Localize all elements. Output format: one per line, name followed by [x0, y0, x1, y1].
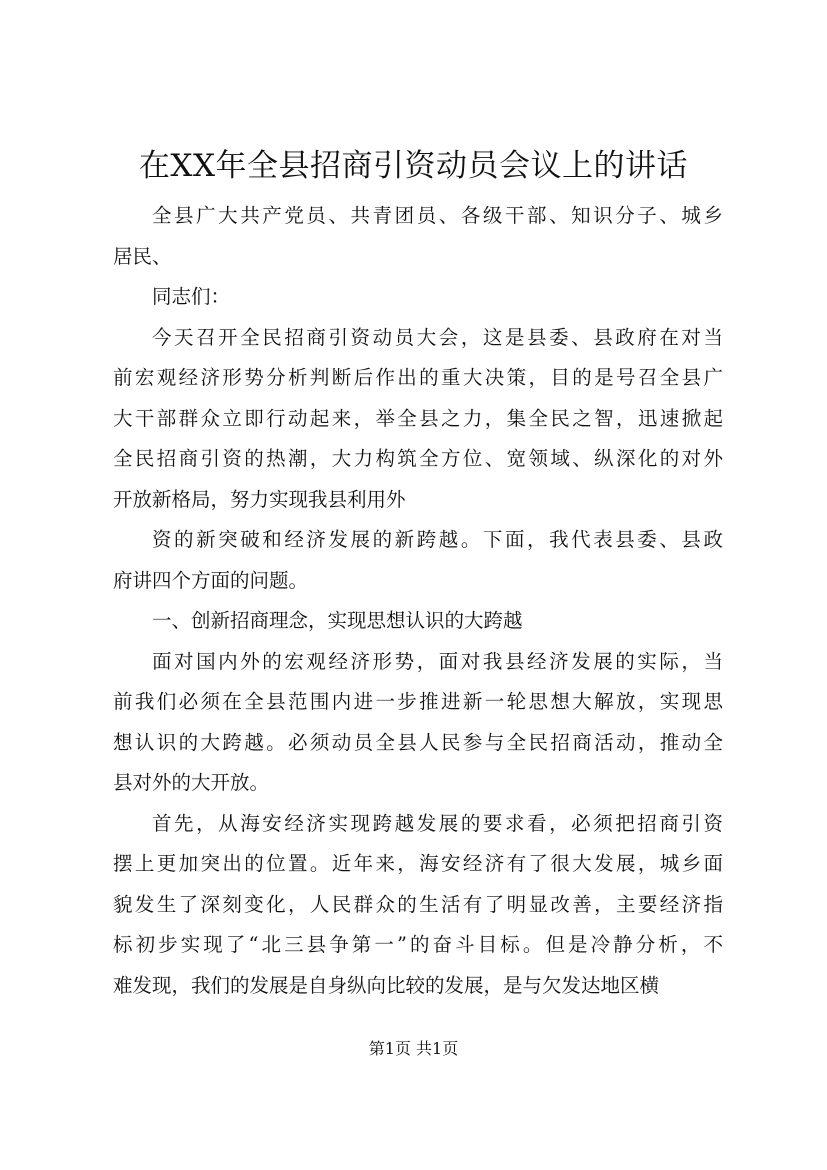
- text-line: 全县广大共产党员、共青团员、各级干部、知识分子、城乡: [152, 204, 723, 227]
- page-footer: 第1页 共1页: [368, 1039, 459, 1058]
- text-line: 资的新突破和经济发展的新跨越。下面，我代表县委、县政: [152, 528, 723, 551]
- text-line: 首先，从海安经济实现跨越发展的要求看，必须把招商引资: [152, 811, 723, 835]
- text-line: 面对国内外的宏观经济形势，面对我县经济发展的实际，当: [152, 649, 723, 673]
- text-line: 全民招商引资的热潮，大力构筑全方位、宽领域、纵深化的对外: [113, 447, 723, 470]
- text-line: 大干部群众立即行动起来，举全县之力，集全民之智，迅速掀起: [113, 406, 723, 430]
- text-line: 摆上更加突出的位置。近年来，海安经济有了很大发展，城乡面: [113, 852, 723, 875]
- document-body: [113, 196, 723, 1006]
- text-line: 想认识的大跨越。必须动员全县人民参与全民招商活动，推动全: [113, 730, 723, 754]
- text-line: 县对外的大开放。: [113, 771, 270, 794]
- document-title: 在XX年全县招商引资动员会议上的讲话: [138, 148, 689, 184]
- text-line: 难发现，我们的发展是自身纵向比较的发展，是与欠发达地区横: [113, 973, 660, 997]
- paragraph: [113, 196, 723, 277]
- text-line: 前宏观经济形势分析判断后作出的重大决策，目的是号召全县广: [113, 366, 723, 389]
- paragraph: [113, 318, 723, 521]
- text-line: 貌发生了深刻变化，人民群众的生活有了明显改善，主要经济指: [113, 892, 723, 916]
- paragraph: [113, 804, 723, 1007]
- text-line: 今天召开全民招商引资动员大会，这是县委、县政府在对当: [152, 325, 723, 349]
- paragraph: [113, 520, 723, 601]
- text-line: 府讲四个方面的问题。: [113, 568, 309, 592]
- text-line: 同志们：: [152, 285, 231, 308]
- paragraph: [113, 277, 723, 318]
- text-line: 前我们必须在全县范围内进一步推进新一轮思想大解放，实现思: [113, 690, 723, 713]
- text-line: 标初步实现了“北三县争第一”的奋斗目标。但是冷静分析，不: [113, 933, 723, 956]
- text-line: 一、创新招商理念，实现思想认识的大跨越: [152, 609, 523, 632]
- paragraph: [113, 642, 723, 804]
- paragraph: [113, 601, 723, 642]
- text-line: 居民、: [113, 244, 172, 268]
- text-line: 开放新格局，努力实现我县利用外: [113, 487, 406, 511]
